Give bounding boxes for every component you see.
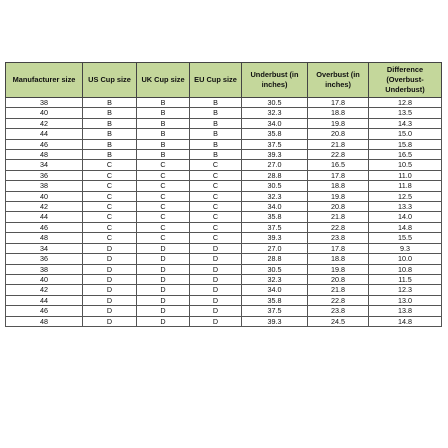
cell-manufacturer-size: 48 [6, 150, 83, 160]
cell-underbust: 35.8 [242, 295, 308, 305]
cell-uk-cup: D [137, 316, 190, 326]
cell-overbust: 18.8 [308, 108, 369, 118]
header-eu-cup-size: EU Cup size [190, 63, 242, 98]
cell-difference: 12.5 [369, 191, 442, 201]
table-row [6, 306, 442, 316]
cell-uk-cup: D [137, 264, 190, 274]
cell-underbust: 28.8 [242, 254, 308, 264]
cell-eu-cup: C [190, 222, 242, 232]
cell-difference: 16.5 [369, 150, 442, 160]
cell-eu-cup: D [190, 295, 242, 305]
cell-underbust: 39.3 [242, 150, 308, 160]
cell-difference: 10.5 [369, 160, 442, 170]
cell-difference: 9.3 [369, 243, 442, 253]
cell-manufacturer-size: 40 [6, 108, 83, 118]
cell-eu-cup: C [190, 160, 242, 170]
table-row [6, 118, 442, 128]
cell-us-cup: C [83, 170, 137, 180]
table-row [6, 243, 442, 253]
table-row [6, 202, 442, 212]
bra-size-table [5, 62, 442, 327]
cell-underbust: 39.3 [242, 233, 308, 243]
cell-difference: 12.3 [369, 285, 442, 295]
cell-difference: 11.5 [369, 274, 442, 284]
cell-us-cup: C [83, 181, 137, 191]
cell-difference: 11.0 [369, 170, 442, 180]
table-row [6, 181, 442, 191]
cell-eu-cup: D [190, 254, 242, 264]
header-row [6, 63, 442, 98]
cell-uk-cup: B [137, 150, 190, 160]
cell-us-cup: C [83, 222, 137, 232]
cell-overbust: 21.8 [308, 212, 369, 222]
header-overbust: Overbust (in inches) [308, 63, 369, 98]
cell-eu-cup: D [190, 264, 242, 274]
cell-underbust: 30.5 [242, 98, 308, 108]
cell-manufacturer-size: 38 [6, 98, 83, 108]
cell-eu-cup: B [190, 118, 242, 128]
cell-eu-cup: C [190, 170, 242, 180]
cell-manufacturer-size: 42 [6, 118, 83, 128]
cell-uk-cup: C [137, 160, 190, 170]
cell-overbust: 23.8 [308, 233, 369, 243]
table-row [6, 222, 442, 232]
cell-uk-cup: D [137, 243, 190, 253]
cell-underbust: 37.5 [242, 222, 308, 232]
cell-uk-cup: C [137, 212, 190, 222]
cell-overbust: 20.8 [308, 274, 369, 284]
cell-eu-cup: D [190, 316, 242, 326]
cell-us-cup: C [83, 160, 137, 170]
cell-overbust: 18.8 [308, 181, 369, 191]
cell-difference: 15.5 [369, 233, 442, 243]
cell-eu-cup: D [190, 274, 242, 284]
table-row [6, 285, 442, 295]
cell-manufacturer-size: 46 [6, 139, 83, 149]
cell-us-cup: B [83, 139, 137, 149]
cell-eu-cup: B [190, 139, 242, 149]
cell-eu-cup: C [190, 233, 242, 243]
cell-uk-cup: C [137, 191, 190, 201]
cell-overbust: 17.8 [308, 243, 369, 253]
table-row [6, 233, 442, 243]
cell-manufacturer-size: 36 [6, 170, 83, 180]
cell-manufacturer-size: 40 [6, 274, 83, 284]
cell-underbust: 30.5 [242, 181, 308, 191]
cell-underbust: 35.8 [242, 212, 308, 222]
header-manufacturer-size: Manufacturer size [6, 63, 83, 98]
cell-manufacturer-size: 40 [6, 191, 83, 201]
cell-overbust: 22.8 [308, 222, 369, 232]
cell-underbust: 35.8 [242, 129, 308, 139]
cell-underbust: 32.3 [242, 108, 308, 118]
table-row [6, 274, 442, 284]
cell-manufacturer-size: 46 [6, 306, 83, 316]
table-row [6, 264, 442, 274]
cell-overbust: 17.8 [308, 170, 369, 180]
cell-difference: 13.0 [369, 295, 442, 305]
header-underbust: Underbust (in inches) [242, 63, 308, 98]
cell-us-cup: D [83, 264, 137, 274]
cell-overbust: 21.8 [308, 285, 369, 295]
cell-overbust: 24.5 [308, 316, 369, 326]
table-row [6, 160, 442, 170]
cell-difference: 12.8 [369, 98, 442, 108]
cell-underbust: 27.0 [242, 243, 308, 253]
cell-us-cup: D [83, 254, 137, 264]
cell-eu-cup: C [190, 181, 242, 191]
cell-difference: 15.0 [369, 129, 442, 139]
table-row [6, 129, 442, 139]
table-row [6, 191, 442, 201]
cell-eu-cup: B [190, 98, 242, 108]
cell-uk-cup: D [137, 306, 190, 316]
cell-us-cup: D [83, 285, 137, 295]
table-header [6, 63, 442, 98]
cell-underbust: 34.0 [242, 118, 308, 128]
cell-uk-cup: B [137, 139, 190, 149]
cell-uk-cup: B [137, 118, 190, 128]
cell-difference: 14.0 [369, 212, 442, 222]
table-row [6, 254, 442, 264]
cell-overbust: 19.8 [308, 264, 369, 274]
cell-us-cup: B [83, 108, 137, 118]
cell-us-cup: B [83, 118, 137, 128]
size-chart-container [5, 62, 442, 327]
cell-us-cup: D [83, 316, 137, 326]
cell-us-cup: C [83, 202, 137, 212]
cell-overbust: 19.8 [308, 191, 369, 201]
cell-underbust: 37.5 [242, 306, 308, 316]
cell-overbust: 17.8 [308, 98, 369, 108]
cell-difference: 14.3 [369, 118, 442, 128]
cell-eu-cup: B [190, 108, 242, 118]
cell-us-cup: C [83, 233, 137, 243]
cell-uk-cup: C [137, 222, 190, 232]
cell-overbust: 22.8 [308, 150, 369, 160]
cell-underbust: 34.0 [242, 285, 308, 295]
cell-manufacturer-size: 38 [6, 264, 83, 274]
cell-us-cup: D [83, 295, 137, 305]
cell-uk-cup: B [137, 98, 190, 108]
cell-uk-cup: B [137, 129, 190, 139]
cell-underbust: 34.0 [242, 202, 308, 212]
cell-manufacturer-size: 48 [6, 316, 83, 326]
cell-underbust: 39.3 [242, 316, 308, 326]
cell-us-cup: D [83, 274, 137, 284]
cell-underbust: 28.8 [242, 170, 308, 180]
table-row [6, 98, 442, 108]
cell-difference: 14.8 [369, 316, 442, 326]
table-row [6, 212, 442, 222]
cell-uk-cup: D [137, 254, 190, 264]
cell-overbust: 20.8 [308, 129, 369, 139]
cell-uk-cup: B [137, 108, 190, 118]
table-row [6, 170, 442, 180]
table-row [6, 139, 442, 149]
cell-uk-cup: C [137, 181, 190, 191]
cell-difference: 13.5 [369, 108, 442, 118]
cell-us-cup: D [83, 243, 137, 253]
cell-manufacturer-size: 42 [6, 285, 83, 295]
cell-underbust: 32.3 [242, 191, 308, 201]
cell-us-cup: D [83, 306, 137, 316]
cell-uk-cup: C [137, 233, 190, 243]
cell-underbust: 37.5 [242, 139, 308, 149]
table-row [6, 316, 442, 326]
cell-difference: 10.8 [369, 264, 442, 274]
header-uk-cup-size: UK Cup size [137, 63, 190, 98]
cell-manufacturer-size: 44 [6, 295, 83, 305]
cell-uk-cup: D [137, 285, 190, 295]
cell-us-cup: B [83, 98, 137, 108]
cell-eu-cup: D [190, 243, 242, 253]
cell-overbust: 18.8 [308, 254, 369, 264]
cell-overbust: 21.8 [308, 139, 369, 149]
cell-overbust: 19.8 [308, 118, 369, 128]
cell-eu-cup: D [190, 285, 242, 295]
cell-underbust: 32.3 [242, 274, 308, 284]
cell-uk-cup: C [137, 170, 190, 180]
cell-manufacturer-size: 44 [6, 212, 83, 222]
cell-eu-cup: B [190, 150, 242, 160]
cell-manufacturer-size: 46 [6, 222, 83, 232]
table-row [6, 108, 442, 118]
cell-manufacturer-size: 34 [6, 243, 83, 253]
cell-eu-cup: B [190, 129, 242, 139]
cell-difference: 13.8 [369, 306, 442, 316]
cell-eu-cup: C [190, 212, 242, 222]
cell-manufacturer-size: 44 [6, 129, 83, 139]
cell-overbust: 23.8 [308, 306, 369, 316]
cell-overbust: 20.8 [308, 202, 369, 212]
table-row [6, 150, 442, 160]
cell-manufacturer-size: 34 [6, 160, 83, 170]
header-us-cup-size: US Cup size [83, 63, 137, 98]
cell-overbust: 22.8 [308, 295, 369, 305]
cell-us-cup: C [83, 212, 137, 222]
cell-difference: 10.0 [369, 254, 442, 264]
cell-difference: 11.8 [369, 181, 442, 191]
cell-manufacturer-size: 48 [6, 233, 83, 243]
cell-uk-cup: D [137, 295, 190, 305]
cell-underbust: 30.5 [242, 264, 308, 274]
table-row [6, 295, 442, 305]
cell-manufacturer-size: 38 [6, 181, 83, 191]
header-difference: Difference (Overbust- Underbust) [369, 63, 442, 98]
cell-eu-cup: C [190, 191, 242, 201]
cell-difference: 14.8 [369, 222, 442, 232]
cell-difference: 15.8 [369, 139, 442, 149]
cell-manufacturer-size: 42 [6, 202, 83, 212]
cell-difference: 13.3 [369, 202, 442, 212]
cell-us-cup: B [83, 150, 137, 160]
cell-us-cup: C [83, 191, 137, 201]
cell-uk-cup: C [137, 202, 190, 212]
cell-eu-cup: D [190, 306, 242, 316]
cell-overbust: 16.5 [308, 160, 369, 170]
cell-us-cup: B [83, 129, 137, 139]
cell-underbust: 27.0 [242, 160, 308, 170]
table-body [6, 98, 442, 327]
cell-manufacturer-size: 36 [6, 254, 83, 264]
cell-eu-cup: C [190, 202, 242, 212]
cell-uk-cup: D [137, 274, 190, 284]
